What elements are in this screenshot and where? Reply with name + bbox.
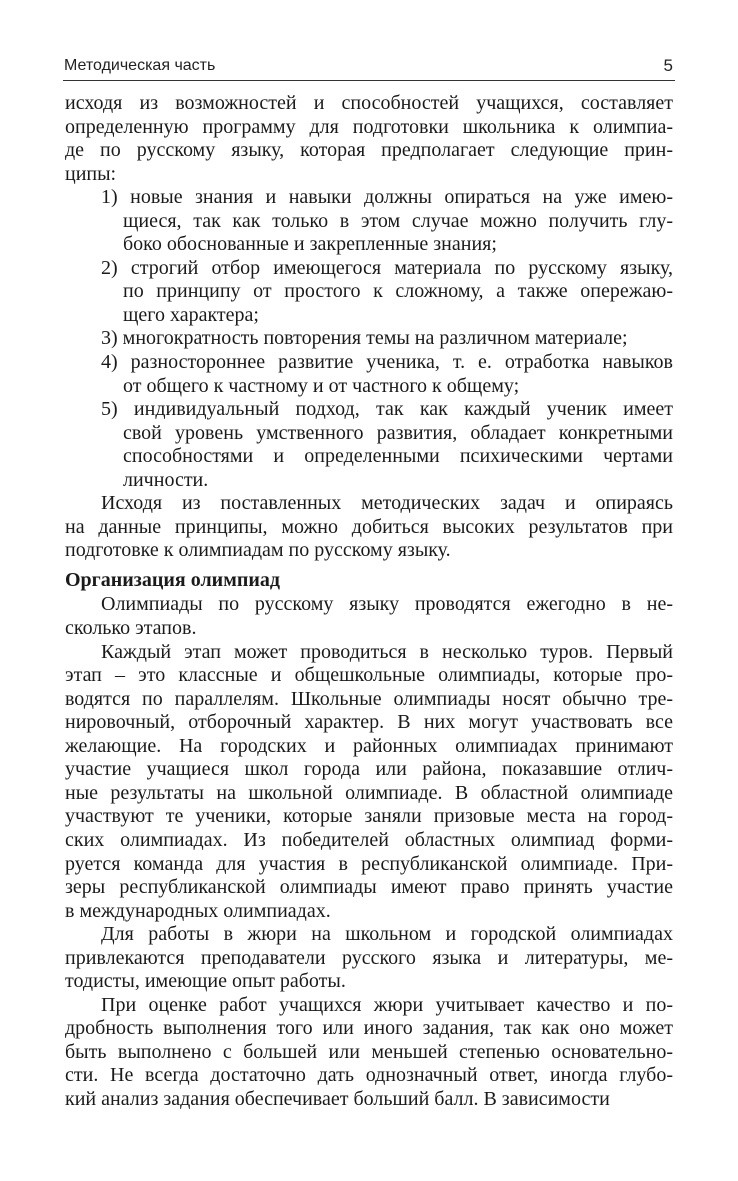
paragraph-line: де по русскому языку, которая предполагает следующие прин- (65, 139, 673, 162)
list-item-line: от общего к частному и от частного к общему; (123, 374, 520, 397)
section-title: Методическая часть (64, 57, 216, 74)
paragraph-line: ципы: (65, 162, 117, 185)
list-item-line: 5) индивидуальный подход, так как каждый ученик имеет (101, 398, 673, 421)
list-item-line: 1) новые знания и навыки должны опираться на уже имею- (101, 186, 673, 209)
paragraph-line: подготовке к олимпиадам по русскому языку. (65, 539, 451, 562)
body-text (65, 92, 673, 1112)
paragraph-line: участвуют те ученики, которые заняли призовые места на город- (65, 805, 673, 828)
paragraph-line: Исходя из поставленных методических задач и опираясь (101, 492, 673, 515)
paragraph-line: ные результаты на школьной олимпиаде. В областной олимпиаде (65, 781, 673, 804)
paragraph-line: в международных олимпиадах. (65, 899, 331, 922)
paragraph-line: нировочный, отборочный характер. В них могут участвовать все (65, 711, 673, 734)
paragraph-line: водятся по параллелям. Школьные олимпиады носят обычно тре- (65, 687, 673, 710)
list-item-line: боко обоснованные и закрепленные знания; (123, 233, 497, 256)
list-item-line: щиеся, так как только в этом случае можно получить глу- (123, 209, 673, 232)
section-heading: Организация олимпиад (65, 568, 280, 591)
list-item-line: свой уровень умственного развития, обладает конкретными (123, 421, 673, 444)
list-item-line: 3) многократность повторения темы на различном материале; (101, 327, 628, 350)
list-item-line: по принципу от простого к сложному, а также опережаю- (123, 280, 673, 303)
paragraph-line: Олимпиады по русскому языку проводятся ежегодно в не- (101, 593, 673, 616)
paragraph-line: зеры республиканской олимпиады имеют право принять участие (65, 876, 673, 899)
paragraph-line: сколько этапов. (65, 617, 197, 640)
paragraph-line: этап – это классные и общешкольные олимпиады, которые про- (65, 664, 673, 687)
list-item-line: 2) строгий отбор имеющегося материала по русскому языку, (101, 256, 673, 279)
paragraph-line: Для работы в жюри на школьном и городской олимпиадах (101, 923, 673, 946)
list-item-line: 4) разностороннее развитие ученика, т. е. отработка навыков (101, 351, 673, 374)
paragraph-line: Каждый этап может проводиться в несколько туров. Первый (101, 640, 673, 663)
paragraph-line: дробность выполнения того или иного задания, так как оно может (65, 1017, 673, 1040)
list-item-line: способностями и определенными психическими чертами (123, 445, 673, 468)
paragraph-line: сти. Не всегда достаточно дать однозначный ответ, иногда глубо- (65, 1064, 673, 1087)
paragraph-line: участие учащиеся школ города или района, показавшие отлич- (65, 758, 673, 781)
paragraph-line: При оценке работ учащихся жюри учитывает качество и по- (101, 993, 673, 1016)
paragraph-line: определенную программу для подготовки школьника к олимпиа- (65, 115, 673, 138)
paragraph-line: желающие. На городских и районных олимпиадах принимают (65, 734, 673, 757)
paragraph-line: на данные принципы, можно добиться высоких результатов при (65, 515, 673, 538)
paragraph-line: тодисты, имеющие опыт работы. (65, 970, 346, 993)
paragraph-line: ских олимпиадах. Из победителей областных олимпиад форми- (65, 828, 673, 851)
paragraph-line: кий анализ задания обеспечивает больший балл. В зависимости (65, 1087, 610, 1110)
paragraph-line: исходя из возможностей и способностей учащихся, составляет (65, 92, 673, 114)
page-number: 5 (663, 56, 673, 75)
paragraph-line: привлекаются преподаватели русского языка и литературы, ме- (65, 946, 673, 969)
paragraph-line: быть выполнено с большей или меньшей степенью основательно- (65, 1040, 673, 1063)
list-item-line: личности. (123, 468, 209, 491)
list-item-line: щего характера; (123, 303, 259, 326)
running-header (63, 56, 675, 81)
paragraph-line: руется команда для участия в республиканской олимпиаде. При- (65, 852, 673, 875)
